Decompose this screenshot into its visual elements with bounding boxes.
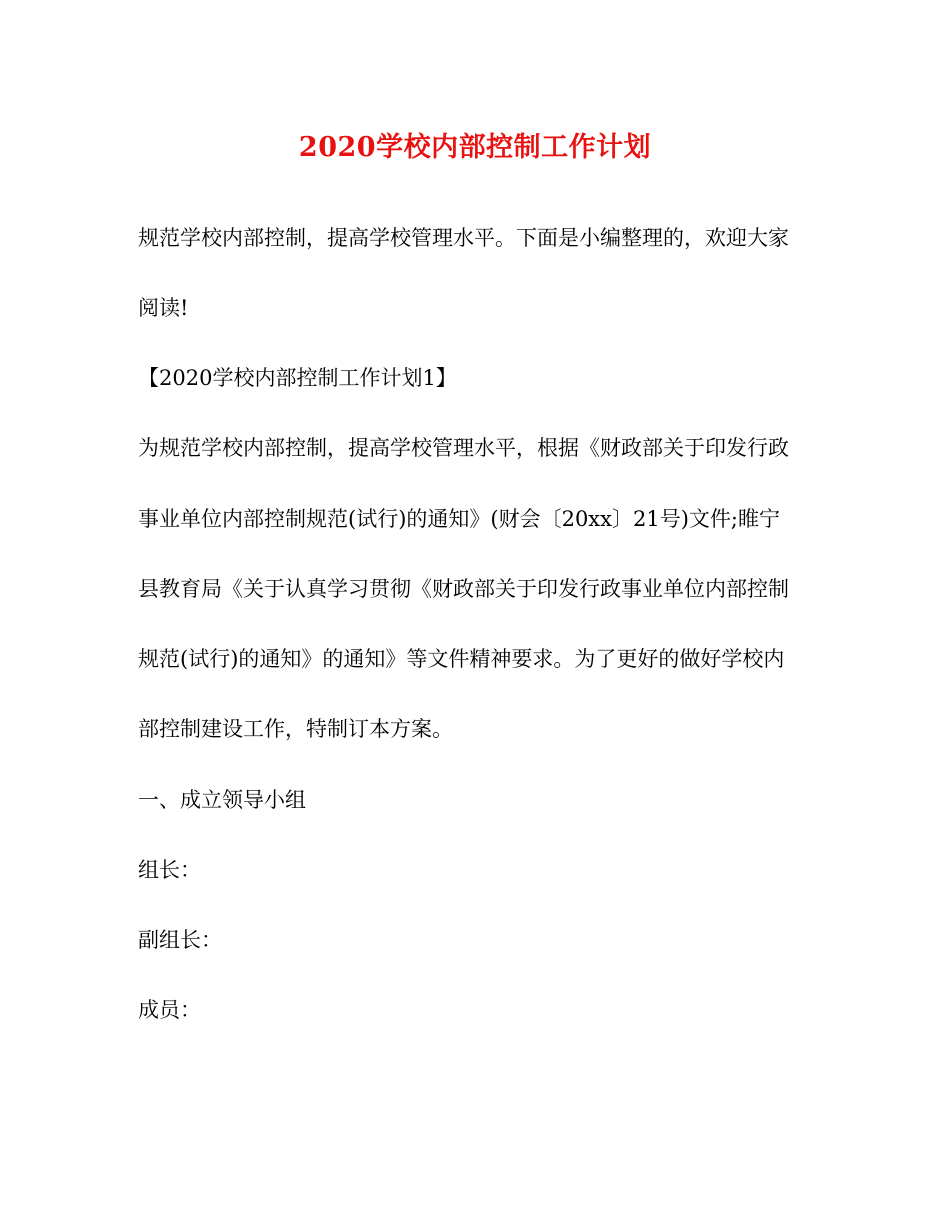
text-line-group-leader: 组长：: [138, 858, 201, 882]
text-line-members: 成员：: [138, 998, 201, 1022]
section-heading-plan-1: 【2020学校内部控制工作计划1】: [138, 366, 457, 390]
text-line-para-4: 规范(试行)的通知》的通知》等文件精神要求。为了更好的做好学校内: [138, 647, 785, 671]
text-line-intro-2: 阅读!: [138, 296, 189, 320]
text-line-para-5: 部控制建设工作，特制订本方案。: [138, 717, 453, 741]
text-line-intro-1: 规范学校内部控制，提高学校管理水平。下面是小编整理的，欢迎大家: [138, 226, 789, 250]
section-heading-leadership-group: 一、成立领导小组: [138, 788, 306, 812]
document-title: 2020学校内部控制工作计划: [298, 132, 652, 163]
text-line-para-3: 县教育局《关于认真学习贯彻《财政部关于印发行政事业单位内部控制: [138, 577, 789, 601]
text-line-deputy-leader: 副组长：: [138, 928, 222, 952]
text-line-para-1: 为规范学校内部控制，提高学校管理水平，根据《财政部关于印发行政: [138, 436, 789, 460]
text-line-para-2: 事业单位内部控制规范(试行)的通知》(财会〔20xx〕21号)文件;睢宁: [138, 507, 780, 531]
